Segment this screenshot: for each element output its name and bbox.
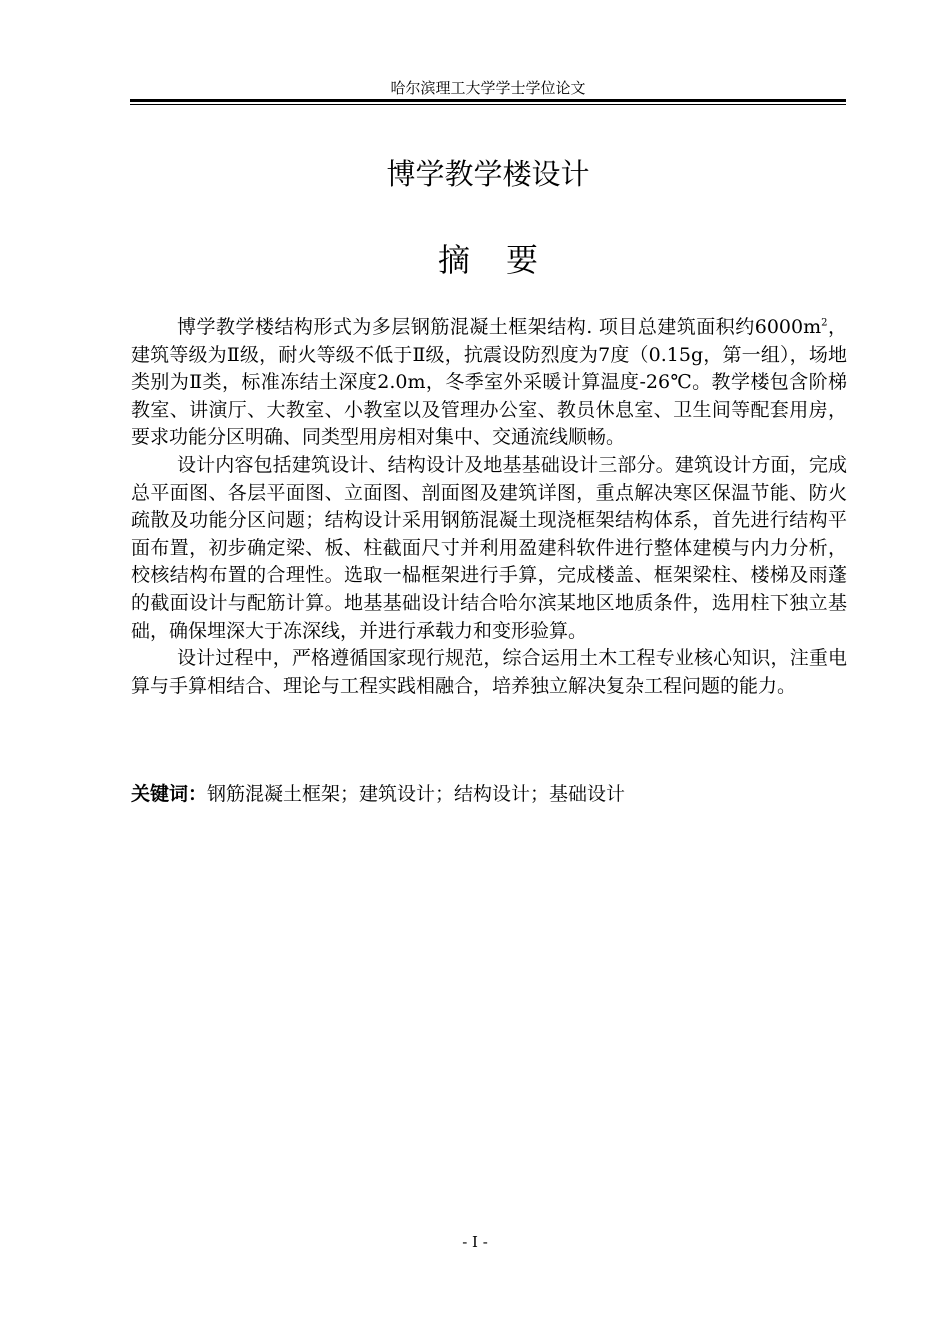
- page-number: - I -: [462, 1233, 488, 1251]
- abstract-paragraph-3: 设计过程中，严格遵循国家现行规范，综合运用土木工程专业核心知识，注重电算与手算相结合、理论与工程实践相融合，培养独立解决复杂工程问题的能力。: [131, 647, 847, 697]
- keywords-text: 钢筋混凝土框架；建筑设计；结构设计；基础设计: [207, 783, 626, 805]
- abstract-heading: 摘要: [437, 241, 574, 279]
- running-header: 哈尔滨理工大学学士学位论文: [390, 79, 586, 97]
- paragraph-1-text-a: 博学教学楼结构形式为多层钢筋混凝土框架结构. 项目总建筑面积约6000m: [177, 316, 822, 338]
- superscript-2: 2: [821, 317, 828, 329]
- abstract-body: [131, 314, 847, 700]
- abstract-paragraph-1: [131, 314, 847, 452]
- keywords-label: 关键词：: [131, 783, 208, 805]
- document-title: 博学教学楼设计: [386, 157, 590, 191]
- header-rule-thick: [130, 99, 846, 102]
- abstract-paragraph-2: 设计内容包括建筑设计、结构设计及地基基础设计三部分。建筑设计方面，完成总平面图、各层平面图、立面图、剖面图及建筑详图，重点解决寒区保温节能、防火疏散及功能分区问题；结构设计采用钢筋混凝土现浇框架结构体系，首先进行结构平面布置，初步确定梁、板、柱截面尺寸并利用盈建科软件进行整体建模与内力分析，校核结构布置的合理性。选取一榀框架进行手算，完成楼盖、框架梁柱、楼梯及雨蓬的截面设计与配筋计算。地基基础设计结合哈尔滨某地区地质条件，选用柱下独立基础，确保埋深大于冻深线，并进行承载力和变形验算。: [131, 453, 847, 642]
- header-rule-thin: [130, 104, 846, 105]
- keywords-line: [131, 780, 847, 808]
- paragraph-1-text-b: ，建筑等级为Ⅱ级，耐火等级不低于Ⅱ级，抗震设防烈度为7度（0.15g，第一组），场地类别为Ⅱ类，标准冻结土深度2.0m，冬季室外采暖计算温度-26℃。教学楼包含阶梯教室、讲演厅、大教室、小教室以及管理办公室、教员休息室、卫生间等配套用房，要求功能分区明确、同类型用房相对集中、交通流线顺畅。: [131, 316, 847, 449]
